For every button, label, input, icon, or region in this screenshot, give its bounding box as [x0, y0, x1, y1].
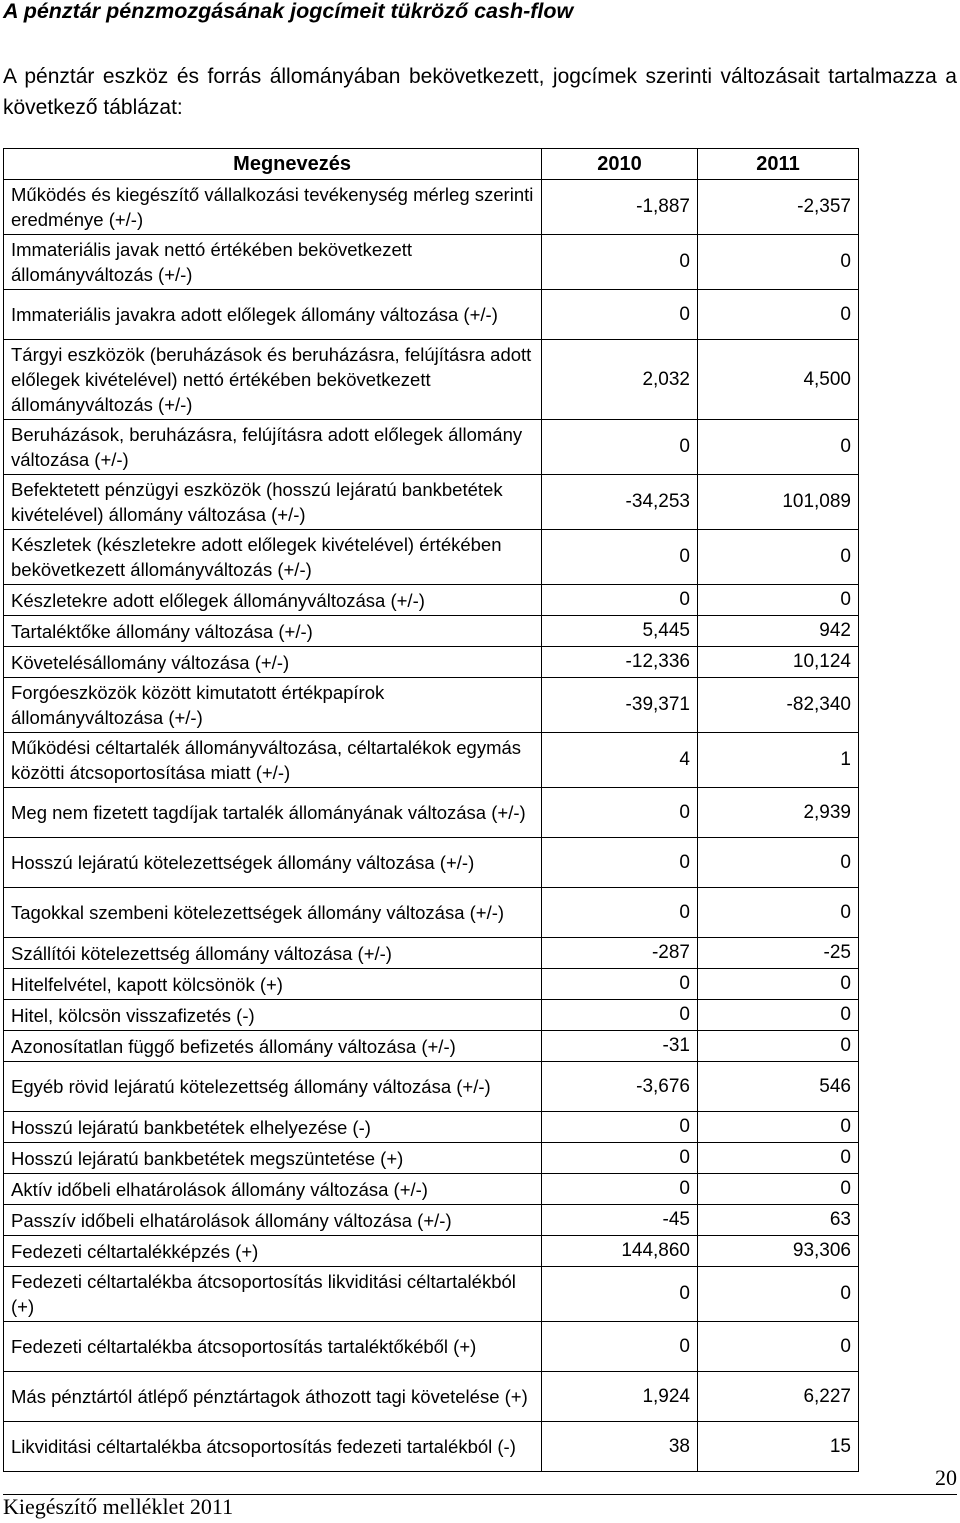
value-2010: 0 [542, 1000, 698, 1031]
value-2010: 144,860 [542, 1236, 698, 1267]
value-2010: -3,676 [542, 1062, 698, 1112]
table-row [4, 938, 859, 969]
table-row [4, 678, 859, 733]
value-2011: 942 [698, 616, 859, 647]
value-2011: 0 [698, 838, 859, 888]
value-2011: 0 [698, 888, 859, 938]
value-2011: 63 [698, 1205, 859, 1236]
row-label: Tagokkal szembeni kötelezettségek állomány változása (+/-) [4, 888, 542, 938]
table-row [4, 475, 859, 530]
row-label: Működési céltartalék állományváltozása, céltartalékok egymás közötti átcsoportosítása miatt (+/-) [4, 733, 542, 788]
page-footer: Kiegészítő melléklet 2011 [3, 1494, 234, 1519]
value-2010: 0 [542, 838, 698, 888]
value-2011: 0 [698, 1112, 859, 1143]
value-2010: -287 [542, 938, 698, 969]
value-2010: -45 [542, 1205, 698, 1236]
row-label: Azonosítatlan függő befizetés állomány változása (+/-) [4, 1031, 542, 1062]
row-label: Hosszú lejáratú bankbetétek megszüntetése (+) [4, 1143, 542, 1174]
table-row [4, 616, 859, 647]
value-2010: 0 [542, 290, 698, 340]
value-2011: 0 [698, 585, 859, 616]
value-2010: 0 [542, 1143, 698, 1174]
row-label: Tárgyi eszközök (beruházások és beruházásra, felújításra adott előlegek kivételével) nettó értékében bekövetkezett állományváltozás (+/-) [4, 340, 542, 420]
row-label: Fedezeti céltartalékba átcsoportosítás likviditási céltartalékból (+) [4, 1267, 542, 1322]
table-row [4, 1000, 859, 1031]
value-2011: 10,124 [698, 647, 859, 678]
value-2010: 5,445 [542, 616, 698, 647]
value-2011: 1 [698, 733, 859, 788]
header-year-2010: 2010 [542, 149, 698, 180]
row-label: Likviditási céltartalékba átcsoportosítás fedezeti tartalékból (-) [4, 1422, 542, 1472]
table-row [4, 1372, 859, 1422]
row-label: Követelésállomány változása (+/-) [4, 647, 542, 678]
row-label: Készletek (készletekre adott előlegek kivételével) értékében bekövetkezett állományváltozás (+/-) [4, 530, 542, 585]
value-2011: 0 [698, 1143, 859, 1174]
value-2011: 0 [698, 1322, 859, 1372]
value-2010: 0 [542, 788, 698, 838]
value-2010: -31 [542, 1031, 698, 1062]
value-2010: 1,924 [542, 1372, 698, 1422]
table-row [4, 733, 859, 788]
row-label: Meg nem fizetett tagdíjak tartalék állományának változása (+/-) [4, 788, 542, 838]
row-label: Fedezeti céltartalékképzés (+) [4, 1236, 542, 1267]
table-row [4, 1174, 859, 1205]
row-label: Hosszú lejáratú kötelezettségek állomány változása (+/-) [4, 838, 542, 888]
row-label: Hosszú lejáratú bankbetétek elhelyezése (-) [4, 1112, 542, 1143]
table-row [4, 1322, 859, 1372]
row-label: Szállítói kötelezettség állomány változása (+/-) [4, 938, 542, 969]
table-row [4, 1205, 859, 1236]
page-number: 20 [935, 1465, 957, 1490]
value-2011: 0 [698, 530, 859, 585]
value-2011: 101,089 [698, 475, 859, 530]
row-label: Immateriális javak nettó értékében bekövetkezett állományváltozás (+/-) [4, 235, 542, 290]
header-year-2011: 2011 [698, 149, 859, 180]
value-2011: 15 [698, 1422, 859, 1472]
value-2011: 0 [698, 1174, 859, 1205]
table-row [4, 888, 859, 938]
table-row [4, 1112, 859, 1143]
table-header-row [4, 149, 859, 180]
value-2010: 0 [542, 235, 698, 290]
row-label: Hitel, kölcsön visszafizetés (-) [4, 1000, 542, 1031]
value-2010: 0 [542, 420, 698, 475]
value-2011: 4,500 [698, 340, 859, 420]
value-2010: 38 [542, 1422, 698, 1472]
table-row [4, 1143, 859, 1174]
value-2011: 0 [698, 1267, 859, 1322]
row-label: Egyéb rövid lejáratú kötelezettség állomány változása (+/-) [4, 1062, 542, 1112]
value-2011: 93,306 [698, 1236, 859, 1267]
header-name: Megnevezés [4, 149, 542, 180]
value-2010: 0 [542, 969, 698, 1000]
value-2010: 0 [542, 1267, 698, 1322]
table-row [4, 290, 859, 340]
table-row [4, 1062, 859, 1112]
row-label: Készletekre adott előlegek állományváltozása (+/-) [4, 585, 542, 616]
value-2011: 546 [698, 1062, 859, 1112]
value-2011: 0 [698, 235, 859, 290]
table-row [4, 1422, 859, 1472]
row-label: Immateriális javakra adott előlegek állomány változása (+/-) [4, 290, 542, 340]
table-body [4, 180, 859, 1472]
table-row [4, 969, 859, 1000]
value-2010: 0 [542, 530, 698, 585]
table-row [4, 1236, 859, 1267]
intro-paragraph: A pénztár eszköz és forrás állományában bekövetkezett, jogcímek szerinti változásait tartalmazza a következő táblázat: [3, 65, 957, 119]
value-2011: -2,357 [698, 180, 859, 235]
value-2011: 0 [698, 290, 859, 340]
row-label: Befektetett pénzügyi eszközök (hosszú lejáratú bankbetétek kivételével) állomány változása (+/-) [4, 475, 542, 530]
value-2011: 0 [698, 1031, 859, 1062]
value-2011: -82,340 [698, 678, 859, 733]
value-2010: -39,371 [542, 678, 698, 733]
value-2011: -25 [698, 938, 859, 969]
value-2011: 2,939 [698, 788, 859, 838]
document-title: A pénztár pénzmozgásának jogcímeit tükröző cash-flow [3, 0, 574, 23]
cash-flow-table [3, 148, 859, 1472]
value-2010: 2,032 [542, 340, 698, 420]
table-row [4, 420, 859, 475]
value-2010: 0 [542, 1112, 698, 1143]
value-2010: -12,336 [542, 647, 698, 678]
row-label: Aktív időbeli elhatárolások állomány változása (+/-) [4, 1174, 542, 1205]
table-row [4, 1031, 859, 1062]
value-2010: 0 [542, 1322, 698, 1372]
table-row [4, 180, 859, 235]
row-label: Forgóeszközök között kimutatott értékpapírok állományváltozása (+/-) [4, 678, 542, 733]
row-label: Fedezeti céltartalékba átcsoportosítás tartaléktőkéből (+) [4, 1322, 542, 1372]
row-label: Más pénztártól átlépő pénztártagok áthozott tagi követelése (+) [4, 1372, 542, 1422]
value-2010: 0 [542, 1174, 698, 1205]
row-label: Hitelfelvétel, kapott kölcsönök (+) [4, 969, 542, 1000]
table-row [4, 585, 859, 616]
table-row [4, 838, 859, 888]
table-row [4, 530, 859, 585]
row-label: Beruházások, beruházásra, felújításra adott előlegek állomány változása (+/-) [4, 420, 542, 475]
table-row [4, 1267, 859, 1322]
value-2010: 0 [542, 585, 698, 616]
table-row [4, 340, 859, 420]
row-label: Tartaléktőke állomány változása (+/-) [4, 616, 542, 647]
row-label: Működés és kiegészítő vállalkozási tevékenység mérleg szerinti eredménye (+/-) [4, 180, 542, 235]
value-2010: 0 [542, 888, 698, 938]
row-label: Passzív időbeli elhatárolások állomány változása (+/-) [4, 1205, 542, 1236]
table-row [4, 235, 859, 290]
table-row [4, 647, 859, 678]
table-row [4, 788, 859, 838]
value-2011: 6,227 [698, 1372, 859, 1422]
value-2011: 0 [698, 969, 859, 1000]
value-2011: 0 [698, 1000, 859, 1031]
value-2010: 4 [542, 733, 698, 788]
value-2011: 0 [698, 420, 859, 475]
value-2010: -34,253 [542, 475, 698, 530]
value-2010: -1,887 [542, 180, 698, 235]
